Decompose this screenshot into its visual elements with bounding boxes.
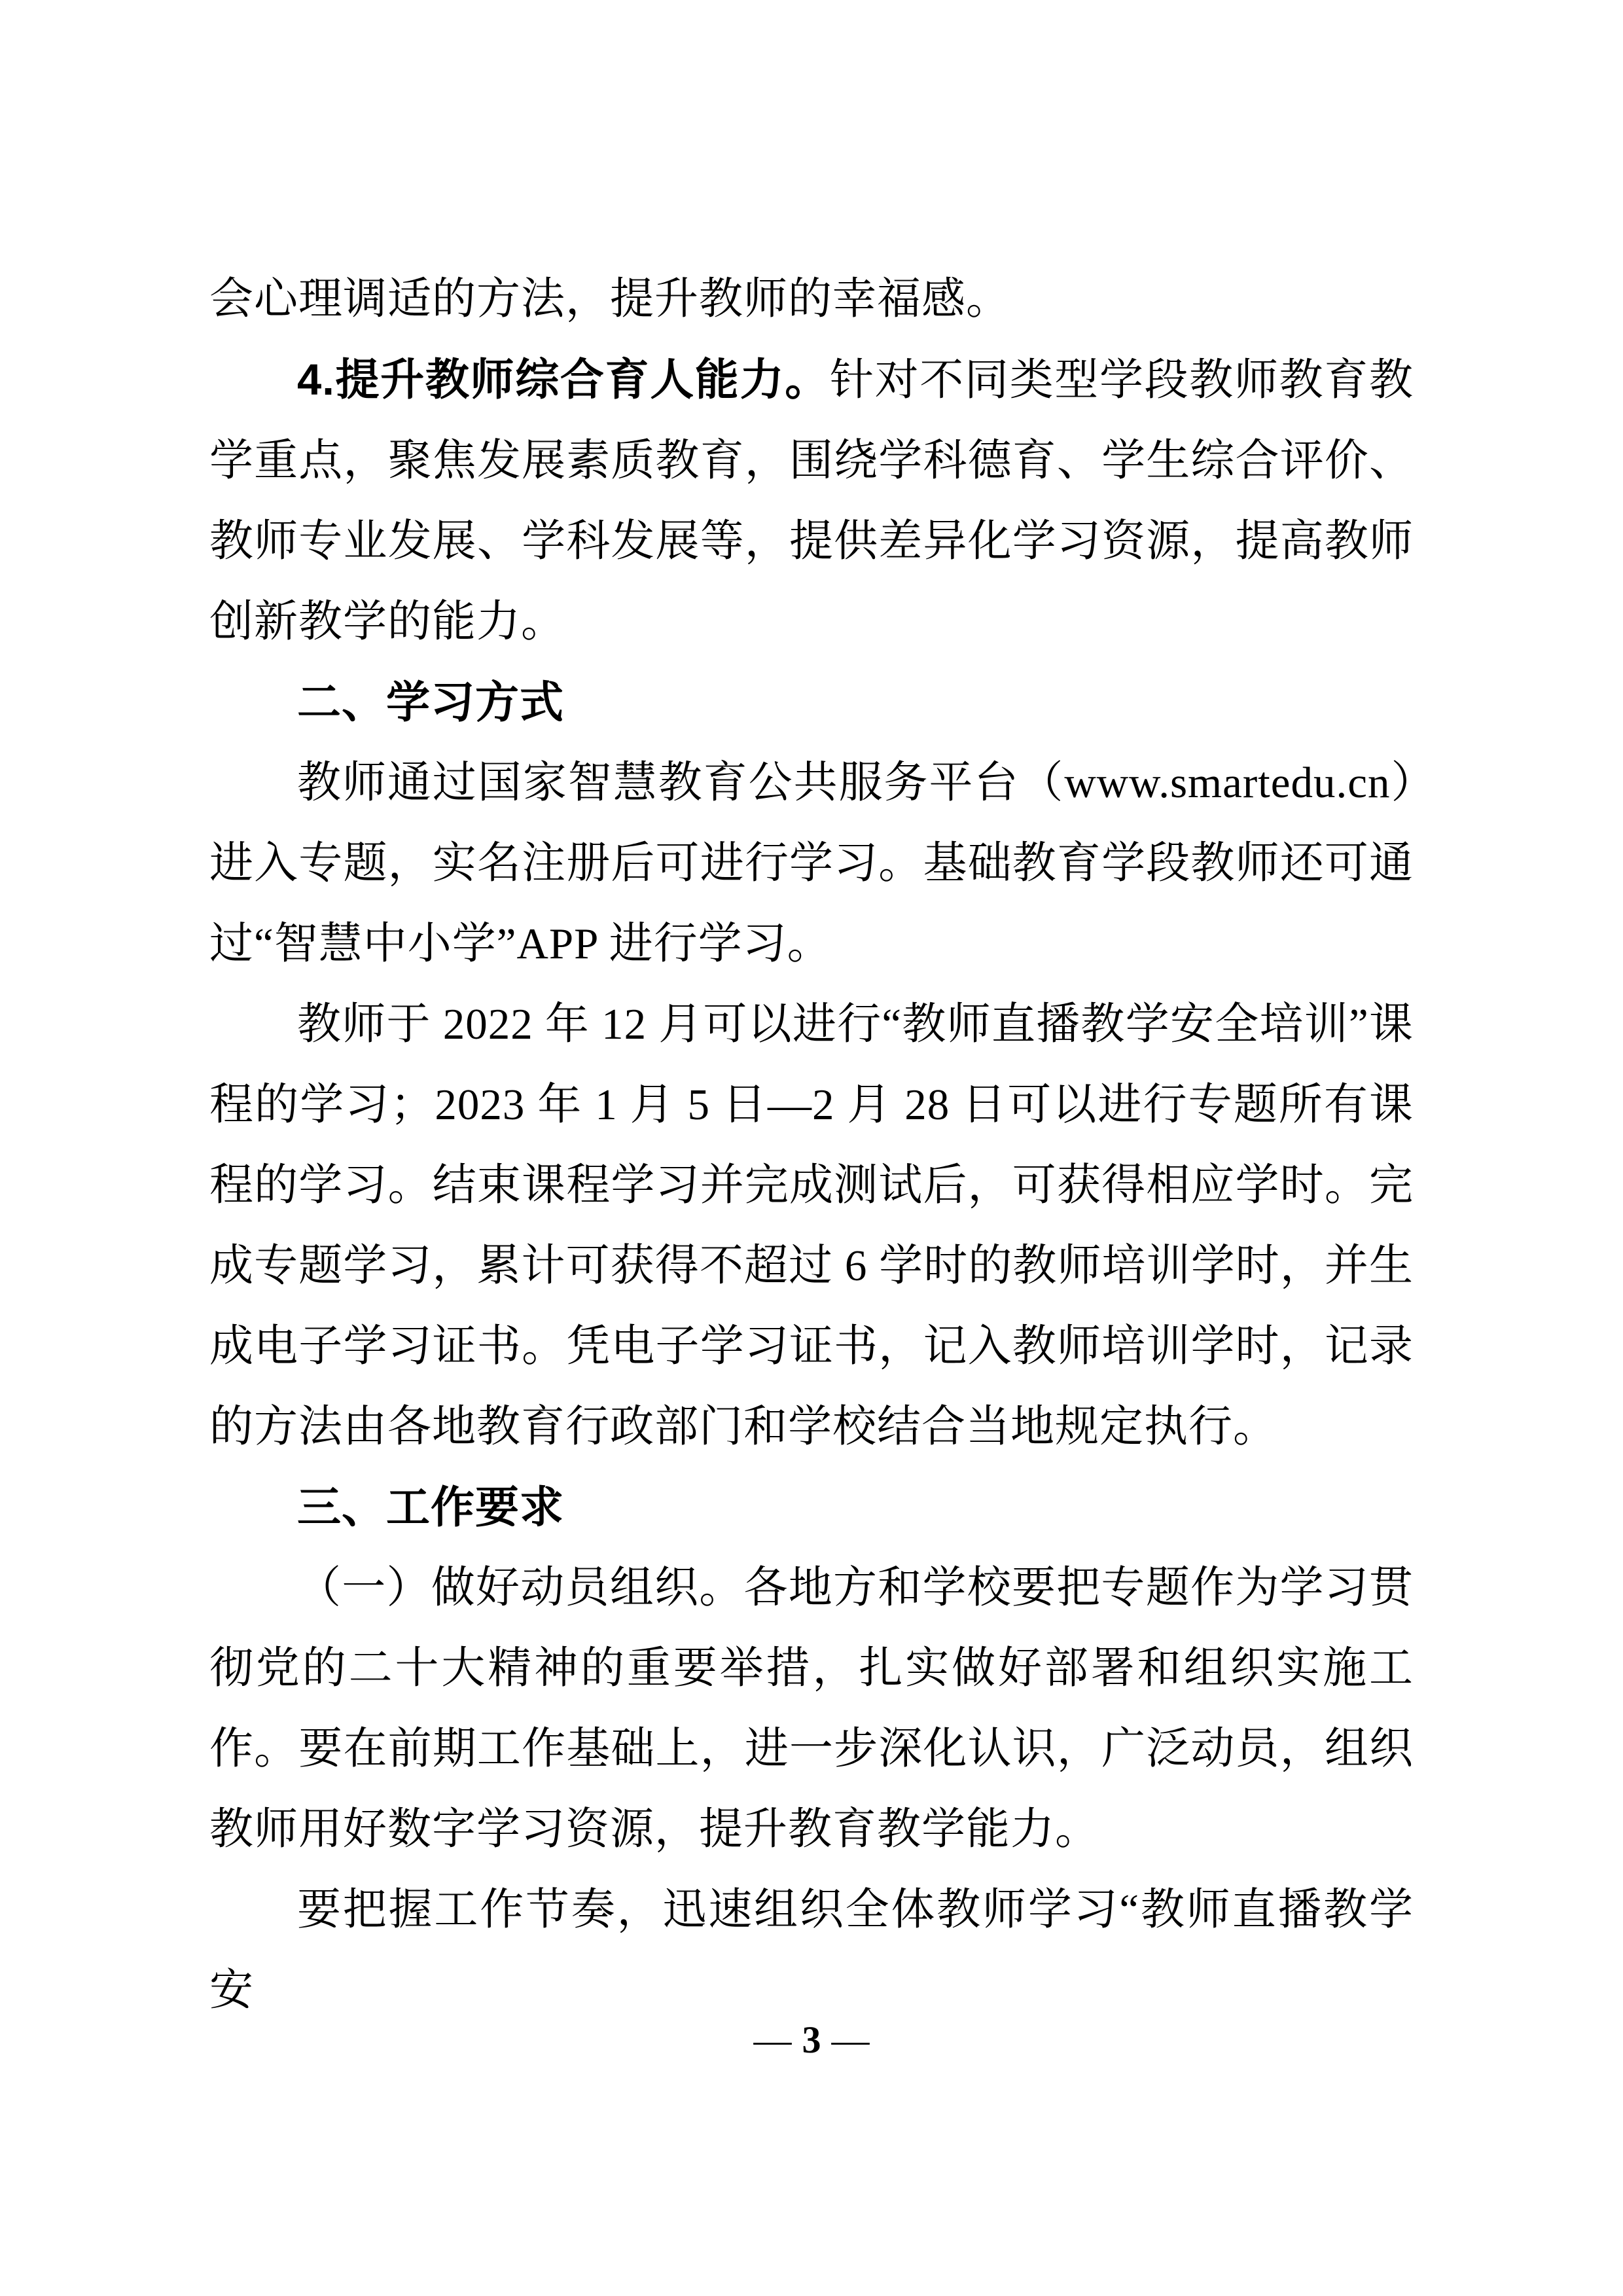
text-run: 4.提升教师综合育人能力。 (297, 355, 830, 404)
text-run: 教师于 2022 年 12 月可以进行“教师直播教学安全培训”课程的学习；2023 年 1 月 5 日—2 月 28 日可以进行专题所有课程的学习。结束课程学习并完成测试后，可获得相应学时。完成专题学习，累计可获得不超过 6 学时的教师培训学时，并生成电子学习证书。凭电子学习证书，记入教师培训学时，记录的方法由各地教育行政部门和学校结合当地规定执行。 (209, 1000, 1414, 1451)
paragraph (209, 340, 1414, 662)
text-run: 三、工作要求 (297, 1483, 564, 1532)
page-footer (0, 2020, 1623, 2060)
paragraph (209, 1870, 1414, 2031)
paragraph (209, 743, 1414, 984)
page-number: 3 (802, 2018, 821, 2061)
text-run: 要把握工作节奏，迅速组织全体教师学习“教师直播教学安 (209, 1886, 1414, 2015)
text-run: 二、学习方式 (297, 678, 564, 727)
section-heading (209, 662, 1414, 743)
footer-left-dash: — (753, 2018, 792, 2061)
document-body (209, 259, 1414, 2031)
footer-right-dash: — (831, 2018, 870, 2061)
text-run: 教师通过国家智慧教育公共服务平台（www.smartedu.cn）进入专题，实名注册后可进行学习。基础教育学段教师还可通过“智慧中小学”APP 进行学习。 (209, 759, 1414, 968)
text-run: （一）做好动员组织。 (297, 1564, 744, 1612)
section-heading (209, 1467, 1414, 1548)
text-run: 各地方和学校要把专题作为学习贯彻党的二十大精神的重要举措，扎实做好部署和组织实施工作。要在前期工作基础上，进一步深化认识，广泛动员，组织教师用好数字学习资源，提升教育教学能力。 (209, 1564, 1414, 1854)
paragraph (209, 1548, 1414, 1870)
text-run: 针对不同类型学段教师教育教学重点，聚焦发展素质教育，围绕学科德育、学生综合评价、教师专业发展、学科发展等，提供差异化学习资源，提高教师创新教学的能力。 (209, 356, 1414, 646)
text-run: 会心理调适的方法，提升教师的幸福感。 (209, 275, 1010, 323)
paragraph (209, 259, 1414, 340)
paragraph (209, 984, 1414, 1467)
